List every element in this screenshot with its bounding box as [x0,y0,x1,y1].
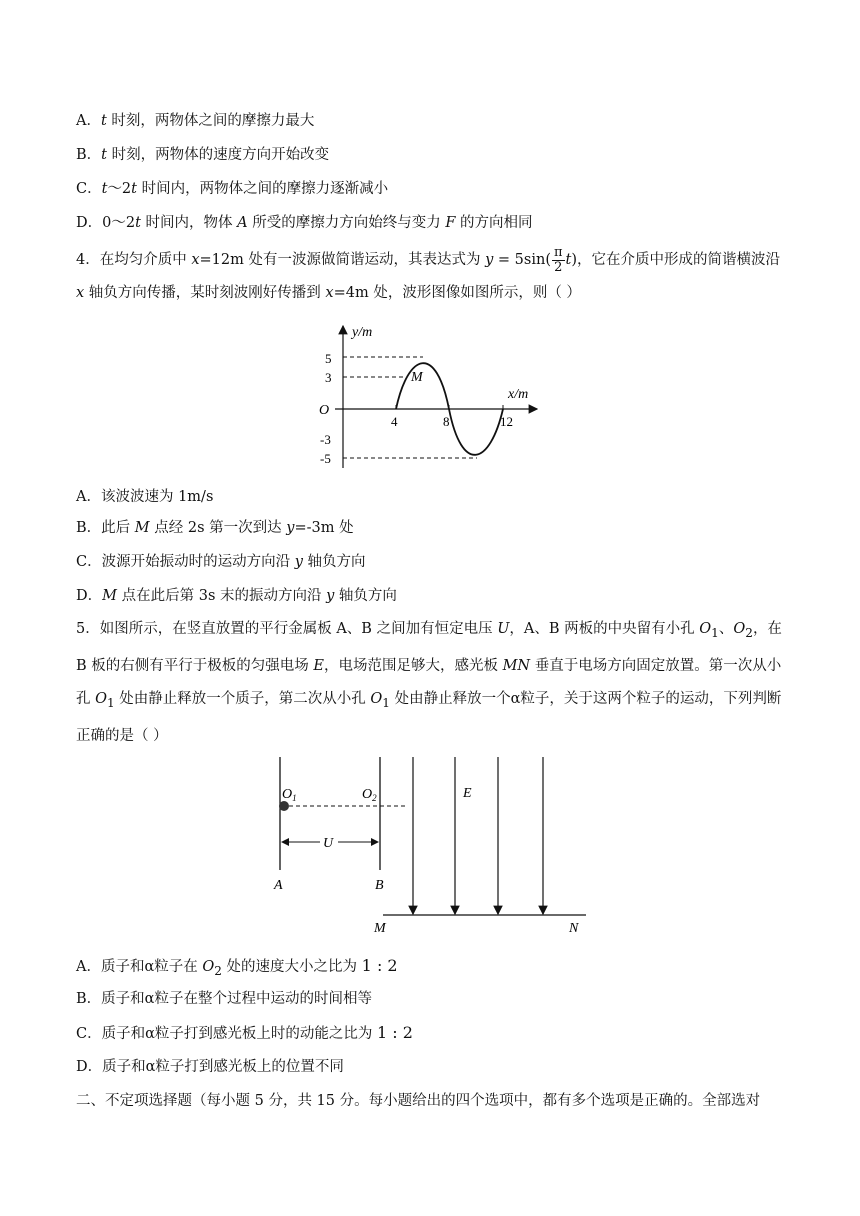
o2-label: $O_2$ [362,787,377,803]
x-tick-12: 12 [500,414,513,429]
q5-option-d: D．质子和α粒子打到感光板上的位置不同 [76,1059,344,1075]
q5-field-figure [270,752,600,942]
screen-m-label: M [374,921,386,936]
u-label: U [323,836,334,851]
q3-option-d: D．0～2t 时间内，物体 A 所受的摩擦力方向始终与变力 F 的方向相同 [76,215,533,231]
q3-option-b: B．t 时刻，两物体的速度方向开始改变 [76,147,330,163]
q4-stem: 4．在均匀介质中 x=12m 处有一波源做简谐运动，其表达式为 y = 5sin( $\frac{\pi}{2}$ t)，它在介质中形成的简谐横波沿 x 轴负方向传播，某时刻波刚好传播到 x=4m 处，波形图像如图所示，则（ ） [76,244,781,301]
q5-option-a: A．质子和α粒子在 $O_2$ 处的速度大小之比为 1 : 2 [76,956,398,978]
plate-a-label: A [274,878,283,893]
q5-option-c: C．质子和α粒子打到感光板上时的动能之比为 1 : 2 [76,1023,413,1042]
y-tick-5: 5 [325,351,332,366]
y-tick-neg3: -3 [320,432,331,447]
q3-option-a: A．t 时刻，两物体之间的摩擦力最大 [76,113,315,129]
y-tick-neg5: -5 [320,451,331,466]
q4-fraction: $\frac{\pi}{2}$ [553,244,563,275]
origin-label: O [319,403,330,418]
q4-option-b: B．此后 M 点经 2s 第一次到达 y=-3m 处 [76,520,354,536]
q4-option-c: C．波源开始振动时的运动方向沿 y 轴负方向 [76,554,366,570]
y-axis-label: y/m [352,325,373,340]
particle-dot [279,801,289,811]
o1-label: $O_1$ [282,787,297,803]
point-m-label: M [411,370,423,385]
q5-option-b: B．质子和α粒子在整个过程中运动的时间相等 [76,991,372,1007]
x-tick-8: 8 [443,414,450,429]
field-e-label: E [463,786,472,801]
q5-stem: 5．如图所示，在竖直放置的平行金属板 A、B 之间加有恒定电压 U，A、B 两板的中央留有小孔 $O_1$、$O_2$，在 B 板的右侧有平行于极板的匀强电场 E，电场范围足够大，感光板 MN 垂直于电场方向固定放置。第一次从小孔 $O_1$ 处由静止释放一个质子，第二次从小孔 $O_1$ 处由静止释放一个α粒子，关于这两个粒子的运动，下列判断正确的是（ ） [76,621,782,744]
y-tick-3: 3 [325,370,332,385]
q3-option-c: C．t～2t 时间内，两物体之间的摩擦力逐渐减小 [76,181,389,197]
x-axis-label: x/m [508,387,529,402]
q4-option-a: A．该波波速为 1m/s [76,489,214,505]
q4-option-d: D．M 点在此后第 3s 末的振动方向沿 y 轴负方向 [76,588,397,604]
x-tick-4: 4 [391,414,398,429]
plate-b-label: B [375,878,384,893]
screen-n-label: N [569,921,579,936]
section-2-heading: 二、不定项选择题（每小题 5 分，共 15 分。每小题给出的四个选项中，都有多个选项是正确的。全部选对 [76,1093,761,1109]
q4-wave-figure [305,318,555,478]
